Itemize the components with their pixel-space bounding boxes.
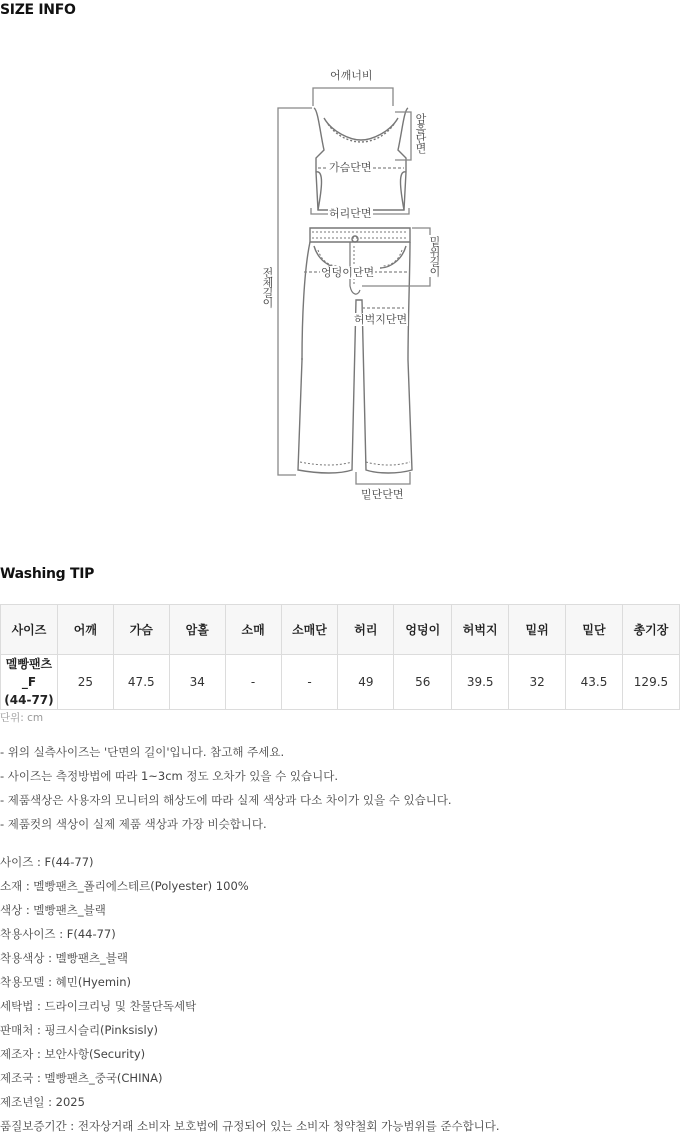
washing-tip-title: Washing TIP — [0, 566, 95, 582]
unit-note: 단위: cm — [0, 712, 44, 724]
label-hem: 밑단단면 — [361, 488, 404, 501]
row-size-name: 멜빵팬츠_F (44-77) — [1, 655, 58, 710]
table-cell: - — [281, 655, 338, 710]
label-chest: 가슴단면 — [329, 161, 372, 174]
spec-line: 제조년일 : 2025 — [0, 1095, 85, 1109]
table-cell: 49 — [338, 655, 394, 710]
size-table — [0, 604, 680, 710]
col-header: 사이즈 — [1, 605, 58, 655]
col-header: 엉덩이 — [394, 605, 452, 655]
spec-line: 세탁법 : 드라이크리닝 및 찬물단독세탁 — [0, 999, 197, 1013]
col-header: 암홀 — [169, 605, 225, 655]
spec-line: 착용색상 : 멜빵팬츠_블랙 — [0, 951, 129, 965]
note-line: - 사이즈는 측정방법에 따라 1~3cm 정도 오차가 있을 수 있습니다. — [0, 769, 339, 783]
label-hip: 엉덩이단면 — [321, 266, 375, 279]
spec-line: 제조국 : 멜빵팬츠_중국(CHINA) — [0, 1071, 163, 1085]
spec-line: 착용모델 : 혜민(Hyemin) — [0, 975, 132, 989]
spec-line: 품질보증기간 : 전자상거래 소비자 보호법에 규정되어 있는 소비자 청약철회 가능범위를 준수합니다. — [0, 1119, 500, 1133]
table-cell: 39.5 — [452, 655, 509, 710]
col-header: 허벅지 — [452, 605, 509, 655]
col-header: 어깨 — [57, 605, 113, 655]
table-header-row — [1, 605, 680, 655]
col-header: 소매 — [225, 605, 281, 655]
note-line: - 제품컷의 색상이 실제 제품 색상과 가장 비슷합니다. — [0, 817, 267, 831]
note-line: - 위의 실측사이즈는 '단면의 길이'입니다. 참고해 주세요. — [0, 745, 285, 759]
table-cell: 47.5 — [113, 655, 169, 710]
col-header: 허리 — [338, 605, 394, 655]
table-row — [1, 655, 680, 710]
spec-line: 사이즈 : F(44-77) — [0, 855, 94, 869]
spec-line: 소재 : 멜빵팬츠_폴리에스테르(Polyester) 100% — [0, 879, 249, 893]
label-shoulder-width: 어깨너비 — [330, 69, 373, 82]
label-rise: 밑위길이 — [428, 236, 441, 276]
label-total-length: 전체길이 — [261, 267, 274, 307]
spec-line: 제조자 : 보안사항(Security) — [0, 1047, 146, 1061]
garment-illustration — [0, 60, 680, 510]
table-cell: - — [225, 655, 281, 710]
note-line: - 제품색상은 사용자의 모니터의 해상도에 따라 실제 색상과 다소 차이가 있을 수 있습니다. — [0, 793, 452, 807]
col-header: 소매단 — [281, 605, 338, 655]
label-armhole: 암홀단면 — [414, 113, 427, 153]
table-cell: 32 — [509, 655, 566, 710]
size-diagram — [0, 60, 680, 510]
table-cell: 34 — [169, 655, 225, 710]
table-cell: 129.5 — [622, 655, 679, 710]
size-info-title: SIZE INFO — [0, 2, 76, 18]
spec-line: 색상 : 멜빵팬츠_블랙 — [0, 903, 106, 917]
label-waist: 허리단면 — [329, 207, 372, 220]
col-header: 밑단 — [566, 605, 623, 655]
notes-list — [0, 740, 452, 836]
label-thigh: 허벅지단면 — [354, 313, 408, 326]
col-header: 총기장 — [622, 605, 679, 655]
table-cell: 25 — [57, 655, 113, 710]
spec-line: 착용사이즈 : F(44-77) — [0, 927, 116, 941]
table-cell: 43.5 — [566, 655, 623, 710]
spec-line: 판매처 : 핑크시슬리(Pinksisly) — [0, 1023, 159, 1037]
col-header: 밑위 — [509, 605, 566, 655]
table-cell: 56 — [394, 655, 452, 710]
col-header: 가슴 — [113, 605, 169, 655]
product-specs — [0, 850, 500, 1138]
